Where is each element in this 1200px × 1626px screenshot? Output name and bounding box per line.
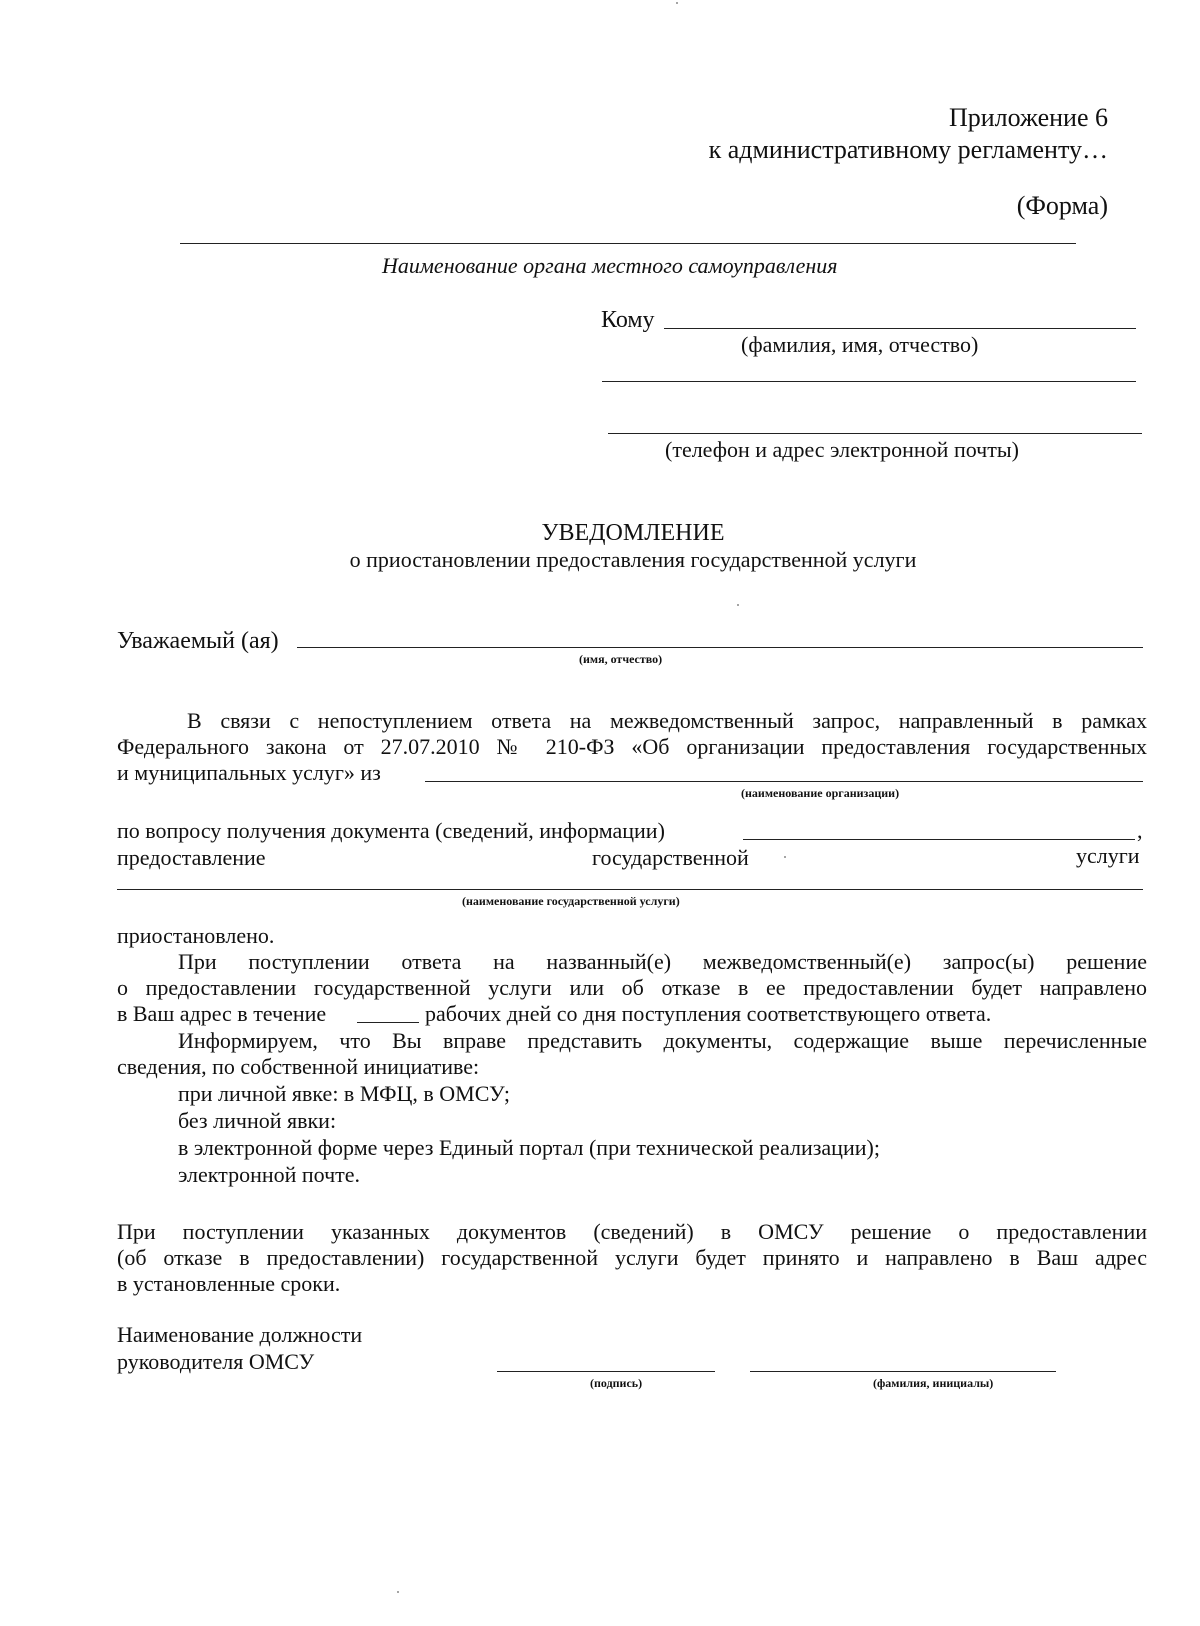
p3-line3a: в Ваш адрес в течение xyxy=(117,1001,327,1026)
p3-line1: При поступлении ответа на названный(е) межведомственный(е) запрос(ы) решение xyxy=(178,949,1147,974)
signature-caption: (подпись) xyxy=(590,1376,643,1390)
p4-line1: Информируем, что Вы вправе представить документы, содержащие выше перечисленные xyxy=(178,1028,1147,1053)
appendix-number: Приложение 6 xyxy=(948,103,1108,132)
p5-line2: (об отказе в предоставлении) государственной услуги будет принято и направлено в Ваш адрес xyxy=(117,1245,1147,1270)
scan-speck xyxy=(397,1591,399,1593)
organization-line xyxy=(425,781,1143,782)
list-item: при личной явке: в МФЦ, в ОМСУ; xyxy=(178,1081,510,1106)
document-info-line xyxy=(743,839,1135,840)
p1-line3: и муниципальных услуг» из xyxy=(117,760,381,785)
recipient-extra-line xyxy=(602,381,1136,382)
recipient-name-caption: (фамилия, имя, отчество) xyxy=(741,332,979,357)
scan-speck xyxy=(737,604,739,606)
list-item: в электронной форме через Единый портал (при технической реализации); xyxy=(178,1135,880,1160)
regulation-reference: к административному регламенту… xyxy=(708,135,1108,164)
organization-caption: (наименование организации) xyxy=(741,786,900,800)
service-caption: (наименование государственной услуги) xyxy=(462,894,680,908)
authority-caption: Наименование органа местного самоуправления xyxy=(382,253,838,278)
list-item: электронной почте. xyxy=(178,1162,361,1187)
to-label: Кому xyxy=(601,307,655,333)
p2-word-state: государственной xyxy=(592,845,749,870)
p5-line3: в установленные сроки. xyxy=(117,1271,341,1296)
signature-line xyxy=(497,1371,715,1372)
p2-word-provision: предоставление xyxy=(117,845,266,870)
position-title-line1: Наименование должности xyxy=(117,1322,363,1347)
authority-name-line xyxy=(180,243,1076,244)
scan-speck xyxy=(784,856,786,858)
document-title: УВЕДОМЛЕНИЕ xyxy=(541,520,725,546)
recipient-contact-line xyxy=(608,433,1142,434)
scan-speck xyxy=(676,2,678,4)
initials-caption: (фамилия, инициалы) xyxy=(873,1376,994,1390)
list-item: без личной явки: xyxy=(178,1108,337,1133)
p1-line1: В связи с непоступлением ответа на межведомственный запрос, направленный в рамках xyxy=(187,708,1147,733)
recipient-name-line xyxy=(664,328,1136,329)
greeting-caption: (имя, отчество) xyxy=(579,652,663,666)
p3-line3b: рабочих дней со дня поступления соответствующего ответа. xyxy=(425,1001,992,1026)
p4-line2: сведения, по собственной инициативе: xyxy=(117,1054,480,1079)
days-count-line xyxy=(357,1022,419,1023)
p5-line1: При поступлении указанных документов (сведений) в ОМСУ решение о предоставлении xyxy=(117,1219,1147,1244)
recipient-contact-caption: (телефон и адрес электронной почты) xyxy=(665,437,1019,462)
greeting-name-line xyxy=(297,647,1143,648)
form-label: (Форма) xyxy=(1016,191,1108,220)
p1-line2: Федерального закона от 27.07.2010 № 210-ФЗ «Об организации предоставления государственных xyxy=(117,734,1147,759)
greeting-label: Уважаемый (ая) xyxy=(117,628,279,654)
initials-line xyxy=(750,1371,1056,1372)
suspended-word: приостановлено. xyxy=(117,923,275,948)
p2-comma: , xyxy=(1137,818,1143,843)
p3-line2: о предоставлении государственной услуги или об отказе в ее предоставлении будет направлено xyxy=(117,975,1147,1000)
document-subtitle: о приостановлении предоставления государственной услуги xyxy=(349,547,917,572)
service-name-line xyxy=(117,889,1143,890)
p2-line1: по вопросу получения документа (сведений, информации) xyxy=(117,818,665,843)
p2-word-service: услуги xyxy=(1076,843,1140,868)
position-title-line2: руководителя ОМСУ xyxy=(117,1349,315,1374)
